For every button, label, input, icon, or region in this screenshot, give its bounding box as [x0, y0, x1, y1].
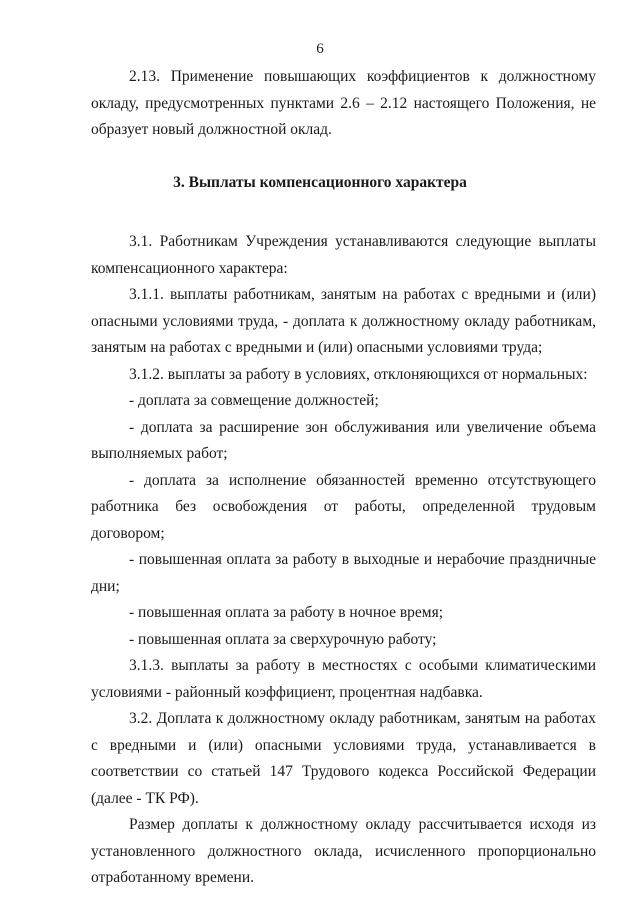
section-heading: 3. Выплаты компенсационного характера — [173, 174, 467, 191]
list-item-service-zones: - доплата за расширение зон обслуживания или увеличение объема выполняемых работ; — [91, 418, 596, 462]
list-item-holidays: - повышенная оплата за работу в выходные и нерабочие праздничные дни; — [91, 551, 596, 595]
list-item-overtime: - повышенная оплата за сверхурочную работу; — [129, 630, 437, 648]
section-3-text-block — [91, 229, 596, 892]
paragraph-3-1: 3.1. Работникам Учреждения устанавливаются следующие выплаты компенсационного характера: — [91, 233, 596, 277]
list-item-night-time: - повышенная оплата за работу в ночное время; — [129, 604, 444, 621]
intro-text-block — [91, 64, 596, 144]
paragraph-2-13: 2.13. Применение повышающих коэффициентов к должностному окладу, предусмотренных пунктами 2.6 – 2.12 настоящего Положения, не образует новый должностной оклад. — [91, 68, 596, 138]
paragraph-3-1-3: 3.1.3. выплаты за работу в местностях с особыми климатическими условиями - районный коэффициент, процентная надбавка. — [91, 657, 596, 701]
list-item-combination: - доплата за совмещение должностей; — [129, 392, 379, 409]
paragraph-3-2: 3.2. Доплата к должностному окладу работникам, занятым на работах с вредными и (или) опасными условиями труда, устанавливается в соответствии со статьей 147 Трудового кодекса Российской Федерации (далее - ТК РФ). — [91, 710, 596, 807]
paragraph-3-1-1: 3.1.1. выплаты работникам, занятым на работах с вредными и (или) опасными условиями труда, - доплата к должностному окладу работникам, занятым на работах с вредными и (или) опасными условиями труда; — [91, 286, 596, 356]
list-item-absent-worker: - доплата за исполнение обязанностей временно отсутствующего работника без освобождения от работы, определенной трудовым договором; — [91, 471, 596, 542]
paragraph-surcharge-size: Размер доплаты к должностному окладу рассчитывается исходя из установленного должностного оклада, исчисленного пропорционально отработанному времени. — [91, 816, 596, 886]
page-number: 6 — [316, 41, 324, 57]
paragraph-3-1-2: 3.1.2. выплаты за работу в условиях, отклоняющихся от нормальных: — [129, 365, 588, 383]
